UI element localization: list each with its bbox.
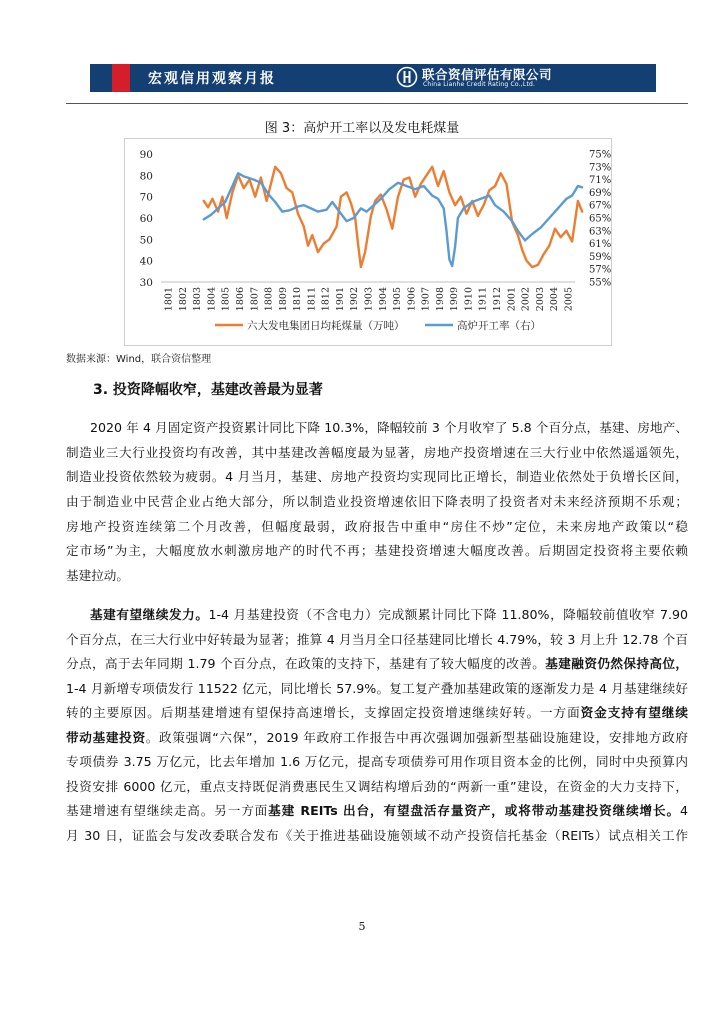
paragraph-line: 个百分点，在三大行业中好转最为显著；推算 4 月当月全口径基建同比增长 4.79%，较 3 月上升 12.78 个百 xyxy=(66,632,688,647)
x-tick-label: 1908 xyxy=(434,287,446,312)
figure-source: 数据来源：Wind，联合资信整理 xyxy=(66,354,212,365)
x-tick-label: 1802 xyxy=(177,287,189,312)
y-right-tick-label: 63% xyxy=(589,226,611,238)
y-left-tick-label: 70 xyxy=(139,191,153,204)
x-tick-label: 1902 xyxy=(349,287,361,312)
paragraph-line: 投资安排 6000 亿元，重点支持既促消费惠民生又调结构增后劲的“两新一重”建设，在资金的大力支持下， xyxy=(66,779,688,794)
x-tick-label: 2002 xyxy=(520,287,532,312)
report-title: 宏观信用观察月报 xyxy=(148,71,276,87)
x-tick-label: 2003 xyxy=(534,287,546,312)
paragraph-line: 2020 年 4 月固定资产投资累计同比下降 10.3%，降幅较前 3 个月收窄了 5.8 个百分点，基建、房地产、 xyxy=(90,420,688,435)
paragraph-line: 1-4 月新增专项债发行 11522 亿元，同比增长 57.9%。复工复产叠加基建政策的逐渐发力是 4 月基建继续好 xyxy=(66,681,688,696)
x-tick-label: 1911 xyxy=(477,287,489,312)
y-left-tick-label: 90 xyxy=(139,149,153,161)
x-tick-label: 1907 xyxy=(420,287,432,312)
x-tick-label: 1803 xyxy=(192,287,204,312)
text-run: 。政策强调“六保”，2019 年政府工作报告中再次强调加强新型基础设施建设，安排地方政府 xyxy=(145,730,688,745)
x-tick-label: 1809 xyxy=(277,287,289,312)
y-right-tick-label: 75% xyxy=(589,149,611,161)
y-right-tick-label: 61% xyxy=(589,239,611,251)
paragraph-line: 由于制造业中民营企业占绝大部分，所以制造业投资增速依旧下降表明了投资者对未来经济预期不乐观； xyxy=(66,494,688,509)
chart-frame xyxy=(124,138,612,346)
text-run: 转的主要原因。后期基建增速有望保持高速增长，支撑固定投资增速继续好转。一方面 xyxy=(66,705,581,720)
x-tick-label: 2001 xyxy=(506,287,518,312)
x-tick-label: 2004 xyxy=(549,287,561,312)
bold-phrase: 基建 REITs 出台，有望盘活存量资产，或将带动基建投资继续增长。 xyxy=(268,803,680,818)
chart xyxy=(125,139,611,345)
y-left-tick-label: 80 xyxy=(139,170,153,183)
x-tick-label: 1806 xyxy=(235,287,247,312)
x-tick-label: 1910 xyxy=(463,287,475,312)
x-tick-label: 1906 xyxy=(406,287,418,312)
bold-phrase: 带动基建投资 xyxy=(66,730,146,745)
y-right-tick-label: 57% xyxy=(589,264,611,276)
bold-phrase: 基建融资仍然保持高位， xyxy=(545,656,688,671)
text-run: 基建增速有望继续走高。另一方面 xyxy=(66,803,269,818)
legend-label-furnace: 高炉开工率（右） xyxy=(457,320,541,332)
paragraph-line: 专项债券 3.75 万亿元，比去年增加 1.6 万亿元，提高专项债券可用作项目资本金的比例，同时中央预算内 xyxy=(66,754,688,769)
paragraph-line: 制造业三大行业投资均有改善，其中基建改善幅度最为显著，房地产投资增速在三大行业中依然遥遥领先， xyxy=(66,445,688,460)
x-tick-label: 2005 xyxy=(563,287,575,312)
x-tick-label: 1807 xyxy=(249,287,261,312)
x-tick-label: 1912 xyxy=(491,287,503,312)
paragraph-line: 制造业投资依然较为疲弱。4 月当月，基建、房地产投资均实现同比正增长，制造业依然处于负增长区间， xyxy=(66,469,688,484)
paragraph-line xyxy=(66,728,688,748)
y-left-tick-label: 30 xyxy=(139,277,153,289)
y-left-tick-label: 40 xyxy=(139,255,153,268)
x-tick-label: 1810 xyxy=(292,287,304,312)
x-tick-label: 1808 xyxy=(263,287,275,312)
x-tick-label: 1903 xyxy=(363,287,375,312)
y-right-tick-label: 73% xyxy=(589,162,611,174)
bold-phrase: 资金支持有望继续 xyxy=(580,705,689,720)
paragraph-line: 月 30 日，证监会与发改委联合发布《关于推进基础设施领域不动产投资信托基金（REITs）试点相关工作 xyxy=(66,828,688,843)
x-tick-label: 1811 xyxy=(306,287,318,312)
x-tick-label: 1804 xyxy=(206,287,218,312)
company-name-en: China Lianhe Credit Rating Co.,Ltd. xyxy=(423,81,536,88)
y-left-tick-label: 50 xyxy=(139,234,153,247)
text-run: 1-4 月基建投资（不含电力）完成额累计同比下降 11.80%，降幅较前值收窄 7.90 xyxy=(208,607,689,622)
y-right-tick-label: 67% xyxy=(589,200,611,212)
text-run: 4 xyxy=(680,803,689,818)
bold-phrase: 基建有望继续发力。 xyxy=(90,607,209,622)
paragraph-line xyxy=(66,801,688,821)
page-number: 5 xyxy=(358,920,366,933)
paragraph-line xyxy=(66,654,688,674)
paragraph-line xyxy=(90,605,688,625)
paragraph-line: 定市场”为主，大幅度放水刺激房地产的时代不再；基建投资增速大幅度改善。后期固定投资将主要依赖 xyxy=(66,543,688,558)
x-tick-label: 1805 xyxy=(220,287,232,312)
y-right-tick-label: 55% xyxy=(589,277,611,289)
text-run: 分点，高于去年同期 1.79 个百分点，在政策的支持下，基建有了较大幅度的改善。 xyxy=(66,656,546,671)
y-left-tick-label: 60 xyxy=(139,213,153,225)
y-right-tick-label: 69% xyxy=(589,187,611,199)
paragraph-line: 基建拉动。 xyxy=(66,568,129,583)
y-right-tick-label: 59% xyxy=(589,251,611,263)
legend-label-coal: 六大发电集团日均耗煤量（万吨） xyxy=(247,320,405,332)
y-right-tick-label: 65% xyxy=(589,213,611,225)
section-title: 3. 投资降幅收窄，基建改善最为显著 xyxy=(93,382,323,398)
x-tick-label: 1901 xyxy=(334,287,346,312)
x-tick-label: 1801 xyxy=(163,287,175,312)
company-logo-icon xyxy=(396,66,418,88)
x-tick-label: 1905 xyxy=(392,287,404,312)
header-red-accent xyxy=(112,64,130,92)
header-divider xyxy=(66,103,688,104)
company-name: 联合资信评估有限公司 xyxy=(422,67,553,82)
x-tick-label: 1812 xyxy=(320,287,332,312)
x-tick-label: 1909 xyxy=(449,287,461,312)
paragraph-line: 房地产投资连续第二个月改善，但幅度最弱，政府报告中重申“房住不炒”定位，未来房地产政策以“稳 xyxy=(66,519,688,534)
x-tick-label: 1904 xyxy=(377,287,389,312)
figure-title: 图 3：高炉开工率以及发电耗煤量 xyxy=(264,121,460,136)
y-right-tick-label: 71% xyxy=(589,175,611,187)
paragraph-line xyxy=(66,703,688,723)
